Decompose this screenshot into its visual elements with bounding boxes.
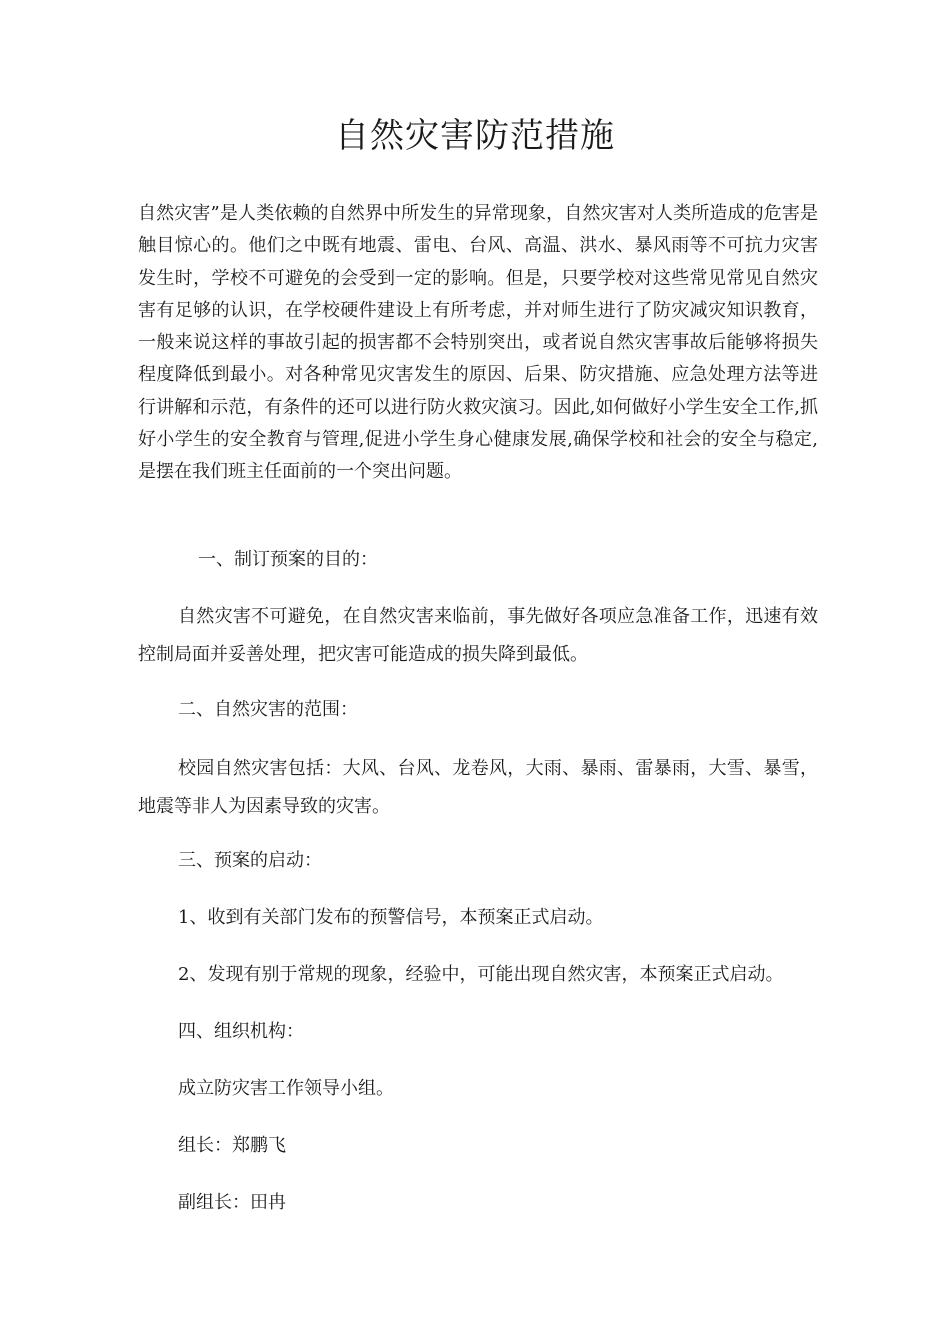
section1-heading: 一、制订预案的目的： — [198, 549, 378, 570]
deputy-leader-line: 副组长：田冉 — [178, 1192, 286, 1213]
section3-heading: 三、预案的启动： — [178, 850, 322, 871]
section4-body: 成立防灾害工作领导小组。 — [178, 1078, 394, 1099]
section2-body: 校园自然灾害包括：大风、台风、龙卷风，大雨、暴雨、雷暴雨，大雪、暴雪，地震等非人为因素导致的灾害。 — [138, 758, 818, 817]
section4-heading: 四、组织机构： — [178, 1021, 304, 1042]
section2-heading: 二、自然灾害的范围： — [178, 699, 358, 720]
leader-line: 组长：郑鹏飞 — [178, 1135, 286, 1156]
intro-paragraph: 自然灾害”是人类依赖的自然界中所发生的异常现象，自然灾害对人类所造成的危害是触目惊心的。他们之中既有地震、雷电、台风、高温、洪水、暴风雨等不可抗力灾害发生时，学校不可避免的会受到一定的影响。但是，只要学校对这些常见常见自然灾害有足够的认识，在学校硬件建设上有所考虑，并对师生进行了防灾减灾知识教育，一般来说这样的事故引起的损害都不会特别突出，或者说自然灾害事故后能够将损失程度降低到最小。对各种常见灾害发生的原因、后果、防灾措施、应急处理方法等进行讲解和示范，有条件的还可以进行防火救灾演习。因此,如何做好小学生安全工作,抓好小学生的安全教育与管理,促进小学生身心健康发展,确保学校和社会的安全与稳定,是摆在我们班主任面前的一个突出问题。 — [138, 203, 818, 483]
section3-item-1: 1、收到有关部门发布的预警信号，本预案正式启动。 — [178, 907, 604, 928]
section3-item-2: 2、发现有别于常规的现象，经验中，可能出现自然灾害，本预案正式启动。 — [178, 964, 784, 985]
document-title: 自然灾害防范措施 — [335, 116, 615, 156]
section1-body: 自然灾害不可避免，在自然灾害来临前，事先做好各项应急准备工作，迅速有效控制局面并妥善处理，把灾害可能造成的损失降到最低。 — [138, 606, 818, 665]
